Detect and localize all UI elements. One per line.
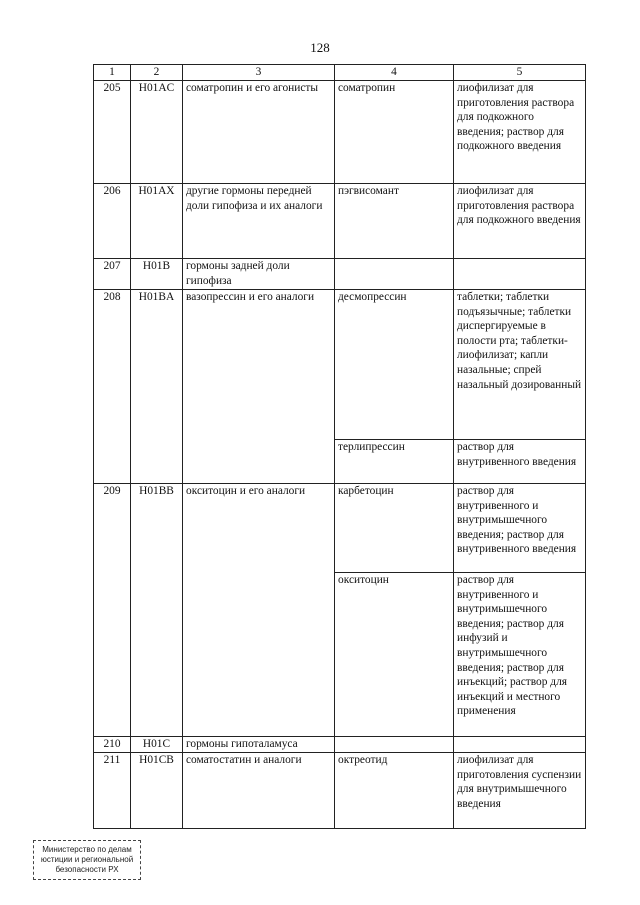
atc-code: H01C: [131, 737, 183, 753]
dosage-form: таблетки; таблетки подъязычные; таблетки диспергируемые в полости рта; таблетки-лиофилизат; капли назальные; спрей назальный дозированный: [454, 290, 586, 440]
drug-name: пэгвисомант: [335, 184, 454, 259]
dosage-form: лиофилизат для приготовления суспензии для внутримышечного введения: [454, 753, 586, 829]
stamp-line: Министерство по делам: [42, 845, 132, 854]
group-name: соматостатин и аналоги: [183, 753, 335, 829]
column-header-2: 2: [131, 65, 183, 81]
column-header-5: 5: [454, 65, 586, 81]
drug-name: [335, 259, 454, 290]
dosage-form: раствор для внутривенного введения: [454, 440, 586, 484]
table-row: [94, 290, 586, 440]
drug-name: соматропин: [335, 81, 454, 184]
dosage-form: лиофилизат для приготовления раствора для подкожного введения: [454, 184, 586, 259]
column-header-3: 3: [183, 65, 335, 81]
page-number: 128: [310, 40, 330, 55]
drug-name: десмопрессин: [335, 290, 454, 440]
dosage-form: лиофилизат для приготовления раствора для подкожного введения; раствор для подкожного введения: [454, 81, 586, 184]
group-name: гормоны задней доли гипофиза: [183, 259, 335, 290]
stamp-line: безопасности РХ: [55, 865, 119, 874]
table-row: [94, 259, 586, 290]
ministry-stamp: [33, 840, 141, 880]
dosage-form: раствор для внутривенного и внутримышечного введения; раствор для внутривенного введения: [454, 484, 586, 573]
dosage-form: раствор для внутривенного и внутримышечного введения; раствор для инфузий и внутримышечного введения; раствор для инъекций; раствор для инъекций и местного применения: [454, 573, 586, 737]
row-number: 208: [94, 290, 131, 484]
row-number: 207: [94, 259, 131, 290]
dosage-form: [454, 737, 586, 753]
drug-name: окситоцин: [335, 573, 454, 737]
atc-code: H01CB: [131, 753, 183, 829]
row-number: 205: [94, 81, 131, 184]
column-header-4: 4: [335, 65, 454, 81]
dosage-form: [454, 259, 586, 290]
row-number: 210: [94, 737, 131, 753]
atc-code: H01AX: [131, 184, 183, 259]
table-row: [94, 753, 586, 829]
row-number: 211: [94, 753, 131, 829]
table-row: [94, 81, 586, 184]
atc-code: H01AC: [131, 81, 183, 184]
atc-code: H01B: [131, 259, 183, 290]
drug-name: терлипрессин: [335, 440, 454, 484]
table-row: [94, 737, 586, 753]
table-row: [94, 484, 586, 573]
drug-name: октреотид: [335, 753, 454, 829]
group-name: гормоны гипоталамуса: [183, 737, 335, 753]
drug-name: карбетоцин: [335, 484, 454, 573]
group-name: вазопрессин и его аналоги: [183, 290, 335, 484]
stamp-line: юстиции и региональной: [40, 855, 134, 864]
table-row: [94, 184, 586, 259]
group-name: соматропин и его агонисты: [183, 81, 335, 184]
row-number: 206: [94, 184, 131, 259]
medicines-table: [93, 64, 586, 829]
table-header-row: [94, 65, 586, 81]
group-name: другие гормоны передней доли гипофиза и их аналоги: [183, 184, 335, 259]
atc-code: H01BB: [131, 484, 183, 737]
column-header-1: 1: [94, 65, 131, 81]
row-number: 209: [94, 484, 131, 737]
atc-code: H01BA: [131, 290, 183, 484]
group-name: окситоцин и его аналоги: [183, 484, 335, 737]
drug-name: [335, 737, 454, 753]
